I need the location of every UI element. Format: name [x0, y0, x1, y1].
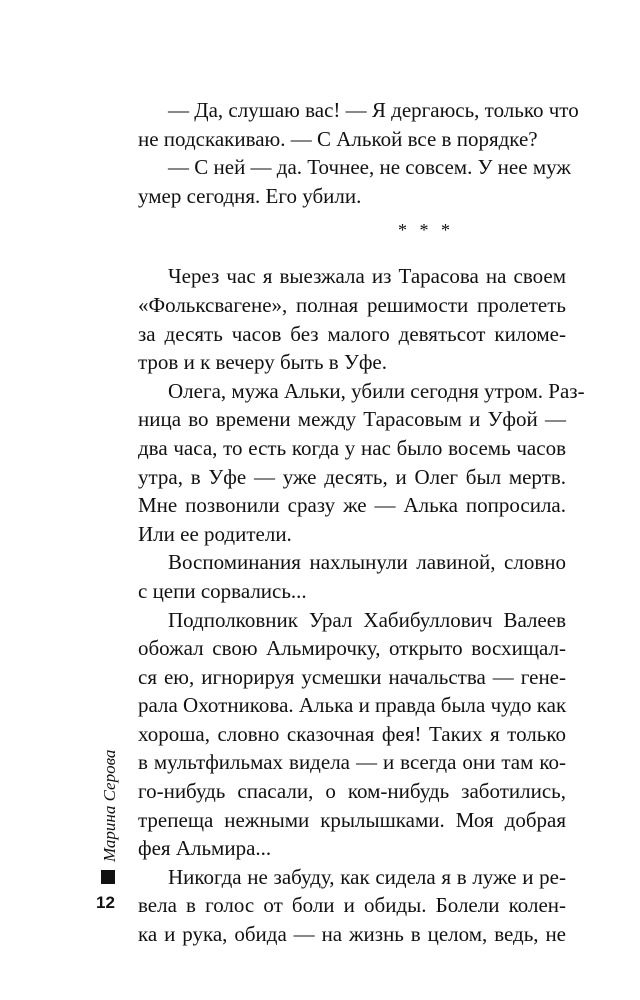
text-line: Никогда не забуду, как сидела я в луже и ре- [168, 864, 566, 889]
text-line: вела в голос от боли и обиды. Болели колен- [138, 893, 566, 918]
paragraph [138, 153, 571, 210]
text-line: Мне позвонили сразу же — Алька попросила. [138, 493, 566, 518]
paragraph [138, 262, 566, 376]
text-line: Олега, мужа Альки, убили сегодня утром. Раз- [168, 378, 585, 403]
text-line: трепеща нежными крылышками. Моя добрая [138, 807, 566, 832]
paragraph [138, 96, 579, 153]
text-line: Или ее родители. [138, 521, 292, 546]
text-line: го-нибудь спасали, о ком-нибудь заботились, [138, 779, 566, 804]
text-line: утра, в Уфе — уже десять, и Олег был мертв. [138, 464, 566, 489]
text-line: в мультфильмах видела — и всегда они там ко- [138, 750, 566, 775]
author-name: Марина Серова [100, 749, 119, 862]
paragraph [138, 863, 566, 949]
page-number: 12 [96, 893, 115, 912]
text-line: рала Охотникова. Алька и правда была чудо как [138, 693, 567, 718]
page-text [138, 96, 585, 949]
text-line: с цепи сорвались... [138, 578, 307, 603]
paragraph [138, 548, 566, 605]
text-line: «Фольксвагене», полная решимости пролететь [138, 292, 566, 317]
text-line: Через час я выезжала из Тарасова на своем [168, 264, 566, 289]
text-line: ка и рука, обида — на жизнь в целом, ведь, не [138, 922, 566, 947]
text-line: фея Альмира... [138, 836, 272, 861]
paragraph [138, 606, 566, 863]
text-line: не подскакиваю. — С Алькой все в порядке? [138, 126, 538, 151]
text-line: умер сегодня. Его убили. [138, 183, 362, 208]
text-line: обожал свою Альмирочку, открыто восхищал- [138, 636, 566, 661]
text-line: Подполковник Урал Хабибуллович Валеев [168, 607, 566, 632]
text-line: тров и к вечеру быть в Уфе. [138, 350, 387, 375]
section-separator: * * * [398, 220, 454, 241]
text-line: ся ею, игнорируя усмешки начальства — гене- [138, 664, 566, 689]
text-line: два часа, то есть когда у нас было восемь часов [138, 435, 566, 460]
text-line: — Да, слушаю вас! — Я дергаюсь, только что [168, 98, 579, 122]
text-line: ница во времени между Тарасовым и Уфой — [138, 407, 566, 432]
text-line: Воспоминания нахлынули лавиной, словно [168, 550, 566, 575]
square-marker-icon [101, 870, 115, 884]
text-line: — С ней — да. Точнее, не совсем. У нее муж [168, 155, 571, 180]
running-header [98, 722, 122, 882]
text-line: за десять часов без малого девятьсот киломе- [138, 321, 566, 346]
text-line: хороша, словно сказочная фея! Таких я только [138, 721, 566, 746]
paragraph [138, 377, 585, 549]
